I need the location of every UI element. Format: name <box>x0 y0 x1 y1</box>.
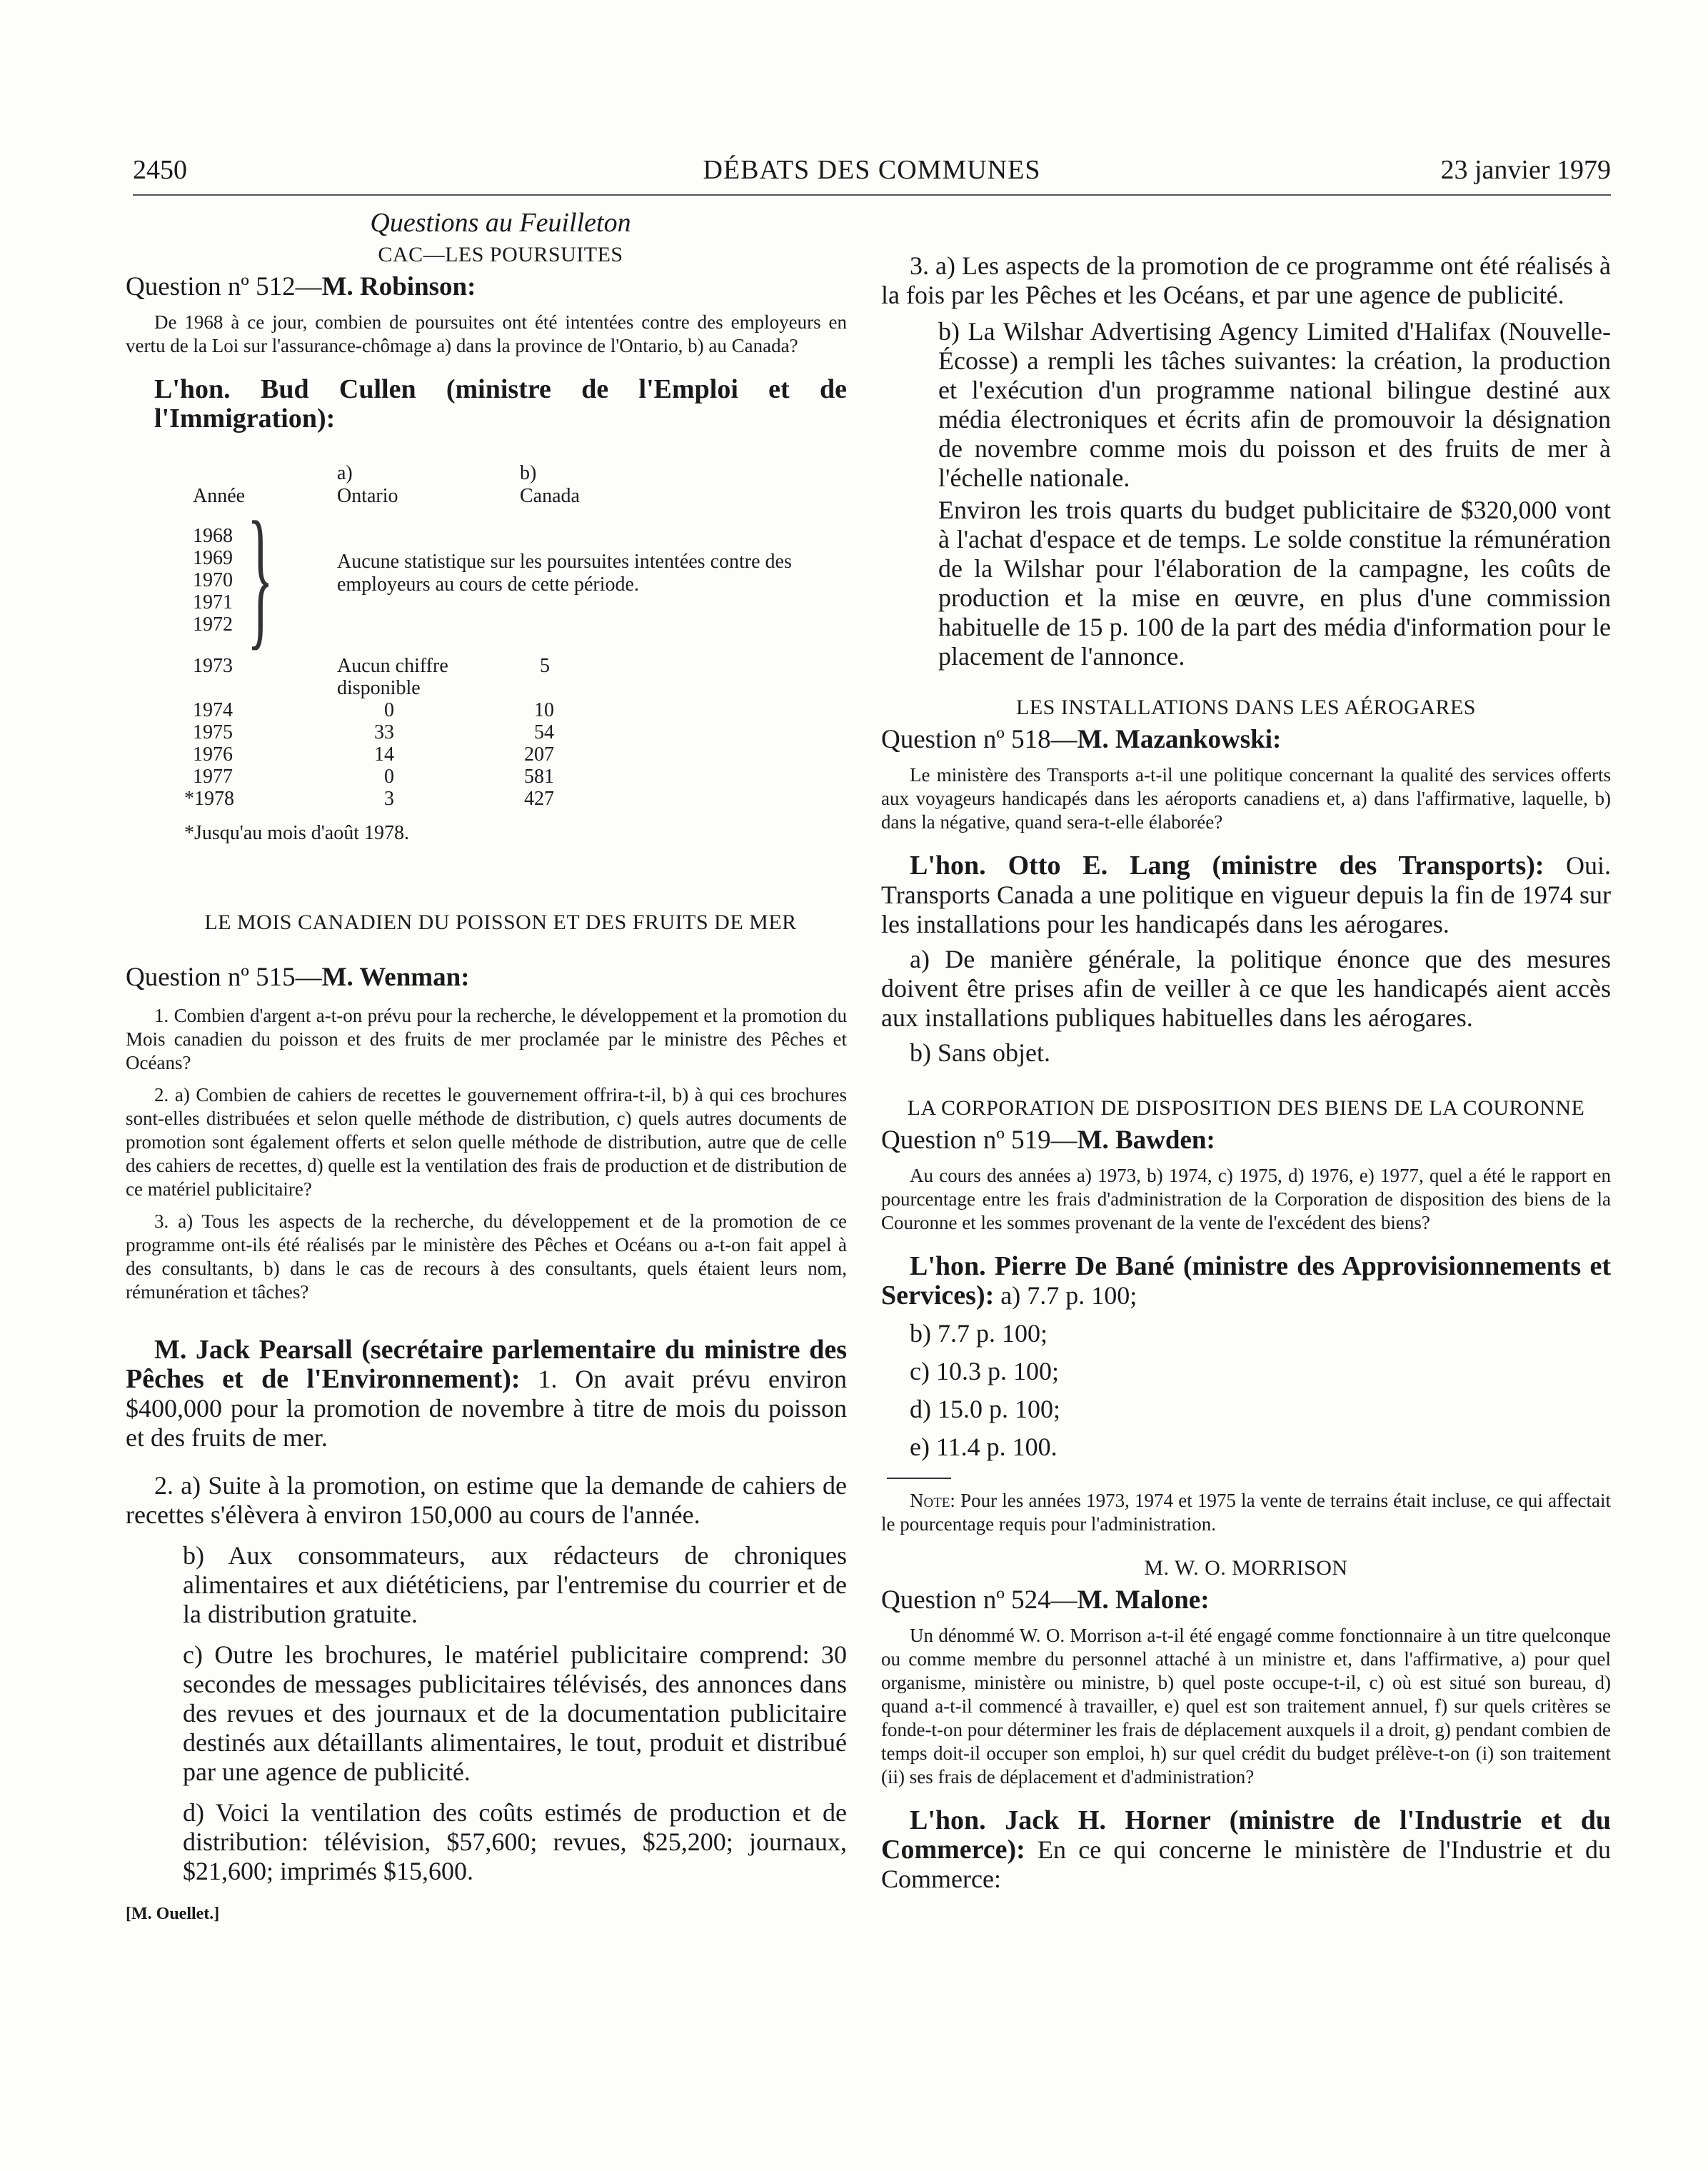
q515-member: M. Wenman: <box>321 963 470 992</box>
canada-1976: 207 <box>524 743 554 766</box>
q512-text: De 1968 à ce jour, combien de poursuites ont été intentées contre des employeurs en vertu de la Loi sur l'assurance-chômage a) dans la province de l'Ontario, b) au Canada? <box>126 311 847 356</box>
canada-1974: 10 <box>534 699 554 721</box>
q518-answer-3: b) Sans objet. <box>910 1038 1050 1067</box>
q524-topic: M. W. O. MORRISON <box>1144 1556 1348 1580</box>
q519-answer-b: b) 7.7 p. 100; <box>910 1319 1048 1348</box>
table-footnote: *Jusqu'au mois d'août 1978. <box>184 822 409 844</box>
q519-member: M. Bawden: <box>1077 1125 1215 1155</box>
publication-date: 23 janvier 1979 <box>1440 155 1611 185</box>
q512-heading <box>126 271 847 302</box>
year-1978: *1978 <box>184 788 234 810</box>
canada-1973: 5 <box>540 655 550 677</box>
speaker-signature: [M. Ouellet.] <box>126 1905 220 1923</box>
q524-heading <box>881 1585 1611 1615</box>
canada-1978: 427 <box>524 788 554 810</box>
q518-answer-2: a) De manière générale, la politique énonce que des mesures doivent être prises afin de veiller à ce que les handicapés aient accès aux installations publiques habituelles dans les aérogares. <box>881 945 1611 1032</box>
q515-part-1: 1. Combien d'argent a-t-on prévu pour la recherche, le développement et la promotion du Mois canadien du poisson et des fruits de mer proclamée par le ministre des Pêches et Océans? <box>126 1005 847 1073</box>
year-1971: 1971 <box>193 591 233 613</box>
q515-topic: LE MOIS CANADIEN DU POISSON ET DES FRUITS DE MER <box>204 911 797 934</box>
q519-answer-e: e) 11.4 p. 100. <box>910 1433 1058 1461</box>
q512-prefix: Question nº 512— <box>126 272 322 301</box>
q519-heading <box>881 1125 1611 1155</box>
right-column <box>881 251 1611 1894</box>
q515-part-2: 2. a) Combien de cahiers de recettes le gouvernement offrira-t-il, b) à qui ces brochures sont-elles distribuées et selon quelle méthode de distribution, c) quels autres documents de promotion sont également offerts et selon quelle méthode de distribution, autre que de celle des cahiers de recettes, d) quelle est la ventilation des frais de production et de distribution de ce matériel publicitaire? <box>126 1084 847 1200</box>
year-1968: 1968 <box>193 525 233 547</box>
q515-part-3: 3. a) Tous les aspects de la recherche, du développement et de la promotion de ce programme ont-ils été réalisés par le ministère des Pêches et Océans ou a-t-on fait appel à des consultants, b) dans le cas de recours à des consultants, quels étaient leurs nom, rémunération et tâches? <box>126 1210 847 1303</box>
ontario-1978: 3 <box>384 788 394 810</box>
q515-answer-3c: Environ les trois quarts du budget publicitaire de $320,000 vont à l'achat d'espace et de temps. Le solde constitue la rémunération de la Wilshar pour l'élaboration de la campagne, les coûts de production et la mise en œuvre, en plus d'une commission habituelle de 15 p. 100 de la part des média d'information pour le placement de l'annonce. <box>938 496 1611 671</box>
col-b-letter: b) <box>520 462 537 484</box>
year-1973: 1973 <box>193 655 233 677</box>
q519-note <box>881 1489 1611 1536</box>
year-1976: 1976 <box>193 743 233 766</box>
canada-1977: 581 <box>524 766 554 788</box>
q515-answer-2a: 2. a) Suite à la promotion, on estime que la demande de cahiers de recettes s'élèvera à environ 150,000 au cours de l'année. <box>126 1471 847 1529</box>
year-1969: 1969 <box>193 547 233 569</box>
ontario-1975: 33 <box>374 721 394 743</box>
q515-answer-1-text: 1. On avait prévu environ $400,000 pour la promotion de novembre à titre de mois du poisson et des fruits de mer. <box>126 1365 847 1452</box>
note-label: Note: <box>910 1490 955 1511</box>
q524-responder: L'hon. Jack H. Horner (ministre de l'Industrie et du Commerce): <box>881 1805 1611 1865</box>
page-number: 2450 <box>133 155 187 185</box>
q515-answer-2d: d) Voici la ventilation des coûts estimés de production et de distribution: télévision, $57,600; revues, $25,200; journaux, $21,600; imprimés $15,600. <box>183 1798 847 1885</box>
ontario-1977: 0 <box>384 766 394 788</box>
q518-heading <box>881 724 1611 755</box>
q518-topic: LES INSTALLATIONS DANS LES AÉROGARES <box>1016 696 1476 719</box>
q515-answer-3b: b) La Wilshar Advertising Agency Limited d'Halifax (Nouvelle-Écosse) a rempli les tâches suivantes: la création, la production et l'exécution d'un programme national bilingue destiné aux média électroniques et écrits afin de promouvoir la désignation de novembre comme mois du poisson et des fruits de mer à l'échelle nationale. <box>938 317 1611 492</box>
ontario-1973-line-2: disponible <box>337 677 421 699</box>
q515-prefix: Question nº 515— <box>126 963 322 992</box>
q524-text: Un dénommé W. O. Morrison a-t-il été engagé comme fonctionnaire à un titre quelconque ou comme membre du personnel attaché à un ministre et, dans l'affirmative, a) pour quel organisme, ministère ou ministre, b) quel poste occupe-t-il, c) où est situé son bureau, d) quand a-t-il commencé à travailler, e) quel est son traitement annuel, f) sur quels critères se fonde-t-on pour déterminer les frais de déplacement auxquels il a droit, g) pendant combien de temps doit-il occuper son emploi, h) sur quel crédit du budget prélève-t-on (i) son traitement (ii) ses frais de déplacement et d'administration? <box>881 1625 1611 1788</box>
left-column <box>126 207 847 1924</box>
ontario-1976: 14 <box>374 743 394 766</box>
year-1974: 1974 <box>193 699 233 721</box>
q519-answer-a <box>881 1252 1611 1310</box>
col-year-header: Année <box>193 485 246 507</box>
year-1970: 1970 <box>193 569 233 591</box>
ontario-1974: 0 <box>384 699 394 721</box>
q518-member: M. Mazankowski: <box>1077 725 1282 754</box>
section-heading: Questions au Feuilleton <box>370 208 631 238</box>
q515-answer-2c: c) Outre les brochures, le matériel publicitaire comprend: 30 secondes de messages publicitaires télévisés, des annonces dans des revues et des journaux et de la documentation publicitaire destinés aux détaillants alimentaires, le tout, produit et distribué par une agence de publicité. <box>183 1640 847 1786</box>
publication-title: DÉBATS DES COMMUNES <box>703 155 1041 185</box>
canada-1975: 54 <box>534 721 554 743</box>
q515-responder: M. Jack Pearsall (secrétaire parlementaire du ministre des Pêches et de l'Environnement): <box>126 1335 847 1394</box>
q518-answer-1-text: Oui. Transports Canada a une politique en vigueur depuis la fin de 1974 sur les installations pour les handicapés dans les aérogares. <box>881 851 1612 938</box>
note-divider <box>887 1478 951 1479</box>
q515-answer-1 <box>126 1335 847 1453</box>
q524-prefix: Question nº 524— <box>881 1585 1077 1615</box>
q518-responder: L'hon. Otto E. Lang (ministre des Transports): <box>910 851 1544 881</box>
q515-answer-2b: b) Aux consommateurs, aux rédacteurs de chroniques alimentaires et aux diététiciens, par l'entremise du courrier et de la distribution gratuite. <box>183 1541 847 1628</box>
q518-answer-1 <box>881 851 1611 939</box>
q519-topic: LA CORPORATION DE DISPOSITION DES BIENS DE LA COURONNE <box>907 1096 1585 1120</box>
q512-responder-name: L'hon. Bud Cullen (ministre de l'Emploi et de l'Immigration): <box>154 374 847 433</box>
q524-answer <box>881 1806 1611 1894</box>
year-1975: 1975 <box>193 721 233 743</box>
q512-topic: CAC—LES POURSUITES <box>378 243 623 266</box>
prosecutions-table <box>126 448 847 848</box>
q515-answer-3a: 3. a) Les aspects de la promotion de ce programme ont été réalisés à la fois par les Pêches et les Océans, et par une agence de publicité. <box>881 251 1611 309</box>
q519-answer-c: c) 10.3 p. 100; <box>910 1357 1059 1385</box>
col-a-letter: a) <box>337 462 353 484</box>
q515-heading <box>126 962 847 993</box>
q518-text: Le ministère des Transports a-t-il une politique concernant la qualité des services offerts aux voyageurs handicapés dans les aéroports canadiens et, a) dans l'affirmative, laquelle, b) dans la négative, quand sera-t-elle élaborée? <box>881 764 1611 833</box>
q518-prefix: Question nº 518— <box>881 725 1077 754</box>
no-stats-line-1: Aucune statistique sur les poursuites intentées contre des <box>337 551 792 573</box>
q519-prefix: Question nº 519— <box>881 1125 1077 1155</box>
year-brace: } <box>247 489 273 663</box>
q519-responder: L'hon. Pierre De Bané (ministre des Approvisionnements et Services): <box>881 1251 1611 1310</box>
q524-answer-text: En ce qui concerne le ministère de l'Industrie et du Commerce: <box>881 1835 1611 1893</box>
col-b-header: Canada <box>520 485 580 507</box>
no-stats-line-2: employeurs au cours de cette période. <box>337 573 639 596</box>
q519-text: Au cours des années a) 1973, b) 1974, c) 1975, d) 1976, e) 1977, quel a été le rapport en pourcentage entre les frais d'administration de la Corporation de disposition des biens de la Couronne et les sommes provenant de la vente de l'excédent des biens? <box>881 1165 1611 1233</box>
note-text: Pour les années 1973, 1974 et 1975 la vente de terrains était incluse, ce qui affectait le pourcentage requis pour l'administration. <box>881 1490 1611 1535</box>
page-header <box>133 151 1611 196</box>
year-1977: 1977 <box>193 766 233 788</box>
ontario-1973-line-1: Aucun chiffre <box>337 655 448 677</box>
q519-answer-a-text: a) 7.7 p. 100; <box>994 1281 1137 1310</box>
year-1972: 1972 <box>193 613 233 636</box>
q524-member: M. Malone: <box>1077 1585 1210 1615</box>
q519-answer-d: d) 15.0 p. 100; <box>910 1395 1060 1423</box>
q512-member: M. Robinson: <box>321 272 476 301</box>
q512-responder <box>126 375 847 433</box>
col-a-header: Ontario <box>337 485 398 507</box>
